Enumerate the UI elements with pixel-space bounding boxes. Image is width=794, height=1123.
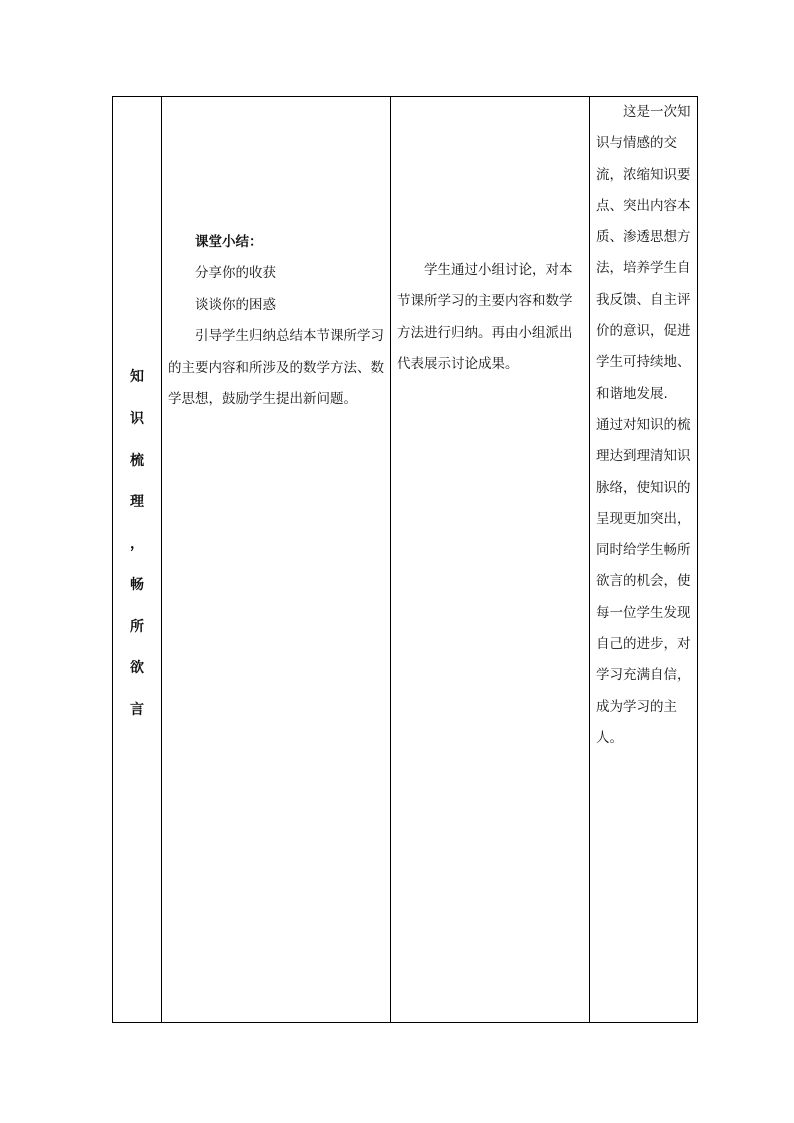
student-activity-cell (391, 97, 590, 1023)
design-intent (590, 97, 697, 754)
student-activity-paragraph: 学生通过小组讨论，对本节课所学习的主要内容和数学方法进行归纳。再由小组派出代表展示讨论成果。 (397, 262, 573, 373)
heading-char: 欲 (130, 660, 144, 677)
design-intent-cell (590, 97, 698, 1023)
lesson-plan-table (112, 96, 698, 1023)
design-intent-paragraph-2: 通过对知识的梳理达到理清知识脉络，使知识的呈现更加突出，同时给学生畅所欲言的机会，使每一位学生发现自己的进步，对学习充满自信，成为学习的主人。 (596, 416, 691, 746)
heading-char: ， (130, 535, 144, 552)
design-intent-paragraph-1: 这是一次知识与情感的交流，浓缩知识要点、突出内容本质、渗透思想方法，培养学生自我反馈、自主评价的意识，促进学生可持续地、和谐地发展. (596, 104, 691, 402)
heading-char: 识 (130, 410, 144, 427)
summary-title: 课堂小结： (195, 234, 263, 250)
share-confusion-line: 谈谈你的困惑 (195, 296, 276, 313)
teacher-activity-cell (162, 97, 391, 1023)
share-gains-line: 分享你的收获 (195, 265, 276, 282)
heading-char: 所 (130, 618, 144, 635)
teacher-activity (162, 97, 390, 415)
heading-char: 知 (130, 369, 144, 386)
heading-char: 畅 (130, 577, 144, 594)
section-heading (113, 357, 161, 731)
table-row (113, 97, 698, 1023)
teacher-guidance-paragraph: 引导学生归纳总结本节课所学习的主要内容和所涉及的数学方法、数学思想，鼓励学生提出新问题。 (168, 328, 384, 408)
section-heading-cell (113, 97, 162, 1023)
student-activity (391, 97, 589, 381)
heading-char: 言 (130, 702, 144, 719)
heading-char: 梳 (130, 452, 144, 469)
heading-char: 理 (130, 494, 144, 511)
